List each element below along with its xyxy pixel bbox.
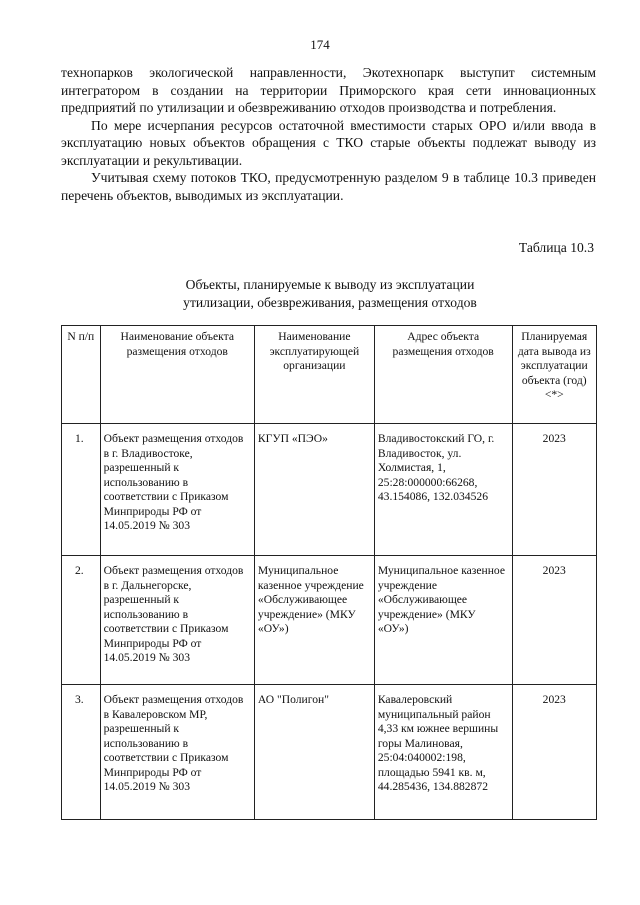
table-row [62, 424, 597, 556]
header-planned-year: Планируемая дата вывода из эксплуатации объекта (год) <*> [512, 326, 597, 424]
header-num: N п/п [62, 326, 101, 424]
cell-num: 1. [62, 424, 101, 556]
table-label: Таблица 10.3 [518, 240, 594, 255]
table-title [0, 276, 640, 312]
paragraph-1: технопарков экологической направленности, Экотехнопарк выступит системным интегратором в создании на территории Приморского края сети инновационных предприятий по утилизации и обезвреживанию отходов производства и потребления. [61, 65, 596, 115]
cell-num: 2. [62, 556, 101, 685]
table-header-row [62, 326, 597, 424]
cell-planned-year: 2023 [512, 685, 597, 820]
table-row [62, 556, 597, 685]
table-title-line-1: Объекты, планируемые к выводу из эксплуатации [185, 277, 475, 292]
body-text [61, 64, 596, 204]
cell-object-name: Объект размещения отходов в г. Дальнегорске, разрешенный к использованию в соответствии с Приказом Минприроды РФ от 14.05.2019 № 303 [100, 556, 254, 685]
header-operator: Наименование эксплуатирующей организации [254, 326, 374, 424]
cell-address: Владивостокский ГО, г. Владивосток, ул. Холмистая, 1, 25:28:000000:66268, 43.154086, 132.034526 [374, 424, 512, 556]
cell-address: Кавалеровский муниципальный район 4,33 км южнее вершины горы Малиновая, 25:04:040002:198, площадью 5941 кв. м, 44.285436, 134.882872 [374, 685, 512, 820]
cell-num: 3. [62, 685, 101, 820]
header-object-name: Наименование объекта размещения отходов [100, 326, 254, 424]
cell-planned-year: 2023 [512, 424, 597, 556]
cell-planned-year: 2023 [512, 556, 597, 685]
cell-operator: Муниципальное казенное учреждение «Обслуживающее учреждение» (МКУ «ОУ») [254, 556, 374, 685]
cell-address: Муниципальное казенное учреждение «Обслуживающее учреждение» (МКУ «ОУ») [374, 556, 512, 685]
objects-table [61, 325, 597, 820]
cell-operator: КГУП «ПЭО» [254, 424, 374, 556]
header-address: Адрес объекта размещения отходов [374, 326, 512, 424]
paragraph-2: По мере исчерпания ресурсов остаточной вместимости старых ОРО и/или ввода в эксплуатацию новых объектов обращения с ТКО старые объекты подлежат выводу из эксплуатации и рекультивации. [61, 117, 596, 168]
page-number: 174 [310, 37, 330, 52]
paragraph-3: Учитывая схему потоков ТКО, предусмотренную разделом 9 в таблице 10.3 приведен перечень объектов, выводимых из эксплуатации. [61, 170, 596, 203]
cell-object-name: Объект размещения отходов в г. Владивостоке, разрешенный к использованию в соответствии с Приказом Минприроды РФ от 14.05.2019 № 303 [100, 424, 254, 556]
cell-object-name: Объект размещения отходов в Кавалеровском МР, разрешенный к использованию в соответствии с Приказом Минприроды РФ от 14.05.2019 № 303 [100, 685, 254, 820]
table-title-line-2: утилизации, обезвреживания, размещения отходов [183, 295, 477, 310]
cell-operator: АО "Полигон" [254, 685, 374, 820]
table-row [62, 685, 597, 820]
